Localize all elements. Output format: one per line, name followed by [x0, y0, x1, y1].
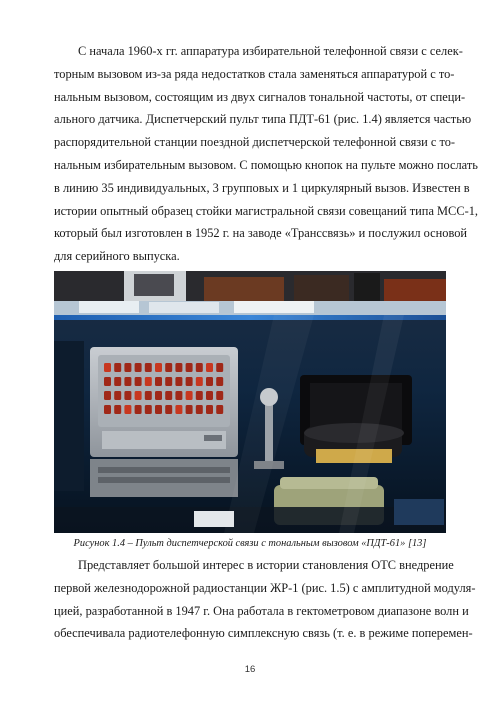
paragraph-line: цией, разработанной в 1947 г. Она работала в гектометровом диапазоне волн и	[54, 603, 469, 618]
console-key	[206, 391, 213, 400]
console-key	[145, 405, 152, 414]
console-key	[186, 405, 193, 414]
console-key	[196, 391, 203, 400]
console-key	[104, 377, 111, 386]
paragraph-line: торным вызовом из-за ряда недостатков стала заменяться аппаратурой с то-	[54, 66, 455, 81]
console-key	[135, 391, 142, 400]
figure-caption: Рисунок 1.4 – Пульт диспетчерской связи с тональным вызовом «ПДТ-61» [13]	[73, 538, 427, 549]
paragraph-line: распорядительной станции поездной диспетчерской телефонной связи с то-	[54, 135, 456, 150]
console-key	[186, 377, 193, 386]
paragraph-1	[54, 40, 479, 268]
console-key	[206, 363, 213, 372]
console-key	[196, 405, 203, 414]
console-key	[165, 377, 172, 386]
console-key	[114, 363, 121, 372]
paragraph-line: в линию 35 индивидуальных, 3 групповых и 1 циркулярный вызов. Известен в	[54, 180, 470, 195]
console-key	[155, 391, 162, 400]
console-key	[114, 391, 121, 400]
console-key	[104, 405, 111, 414]
console-key	[124, 405, 131, 414]
console-key	[124, 363, 131, 372]
console-key	[186, 363, 193, 372]
console-key	[196, 377, 203, 386]
console-key	[145, 391, 152, 400]
console-key	[155, 363, 162, 372]
paragraph-line: ального датчика. Диспетчерский пульт типа ПДТ-61 (рис. 1.4) является частью	[54, 112, 472, 127]
console-key	[216, 377, 223, 386]
console-key	[155, 405, 162, 414]
paragraph-line: который был изготовлен в 1952 г. на заводе «Транссвязь» и послужил основой	[54, 226, 468, 241]
console-key	[165, 391, 172, 400]
console-key	[216, 363, 223, 372]
paragraph-line: первой железнодорожной радиостанции ЖР-1 (рис. 1.5) с амплитудной модуля-	[54, 580, 476, 595]
console-key	[175, 363, 182, 372]
console-key	[104, 391, 111, 400]
paragraph-line: нальным вызовом, состоящим из двух сигналов тональной частоты, от специ-	[54, 89, 466, 104]
console-key	[206, 405, 213, 414]
console-key	[175, 391, 182, 400]
console-key	[206, 377, 213, 386]
page-number: 16	[244, 664, 256, 675]
console-key	[114, 377, 121, 386]
figure-photo-pdt61-console	[54, 271, 446, 533]
console-key	[175, 405, 182, 414]
paragraph-line: С начала 1960-х гг. аппаратура избирательной телефонной связи с селек-	[78, 44, 463, 58]
console-key	[165, 405, 172, 414]
console-key	[196, 363, 203, 372]
console-key	[135, 377, 142, 386]
console-key	[135, 363, 142, 372]
paragraph-2	[54, 554, 476, 645]
console-key	[114, 405, 121, 414]
console-key	[175, 377, 182, 386]
console-key	[155, 377, 162, 386]
console-key	[124, 391, 131, 400]
console-key	[145, 363, 152, 372]
console-key	[145, 377, 152, 386]
paragraph-line: обеспечивала радиотелефонную симплексную связь (т. е. в режиме поперемен-	[54, 626, 473, 641]
console-key	[216, 405, 223, 414]
console-key	[186, 391, 193, 400]
paragraph-line: Представляет большой интерес в истории становления ОТС внедрение	[78, 558, 454, 572]
paragraph-line: нальным избирательным вызовом. С помощью кнопок на пульте можно послать	[54, 157, 478, 172]
paragraph-line: для серийного выпуска.	[54, 249, 180, 264]
console-key	[135, 405, 142, 414]
console-key	[216, 391, 223, 400]
console-key	[165, 363, 172, 372]
paragraph-line: истории опытный образец стойки магистральной связи совещаний типа МСС-1,	[54, 203, 479, 218]
console-key	[124, 377, 131, 386]
console-key	[104, 363, 111, 372]
